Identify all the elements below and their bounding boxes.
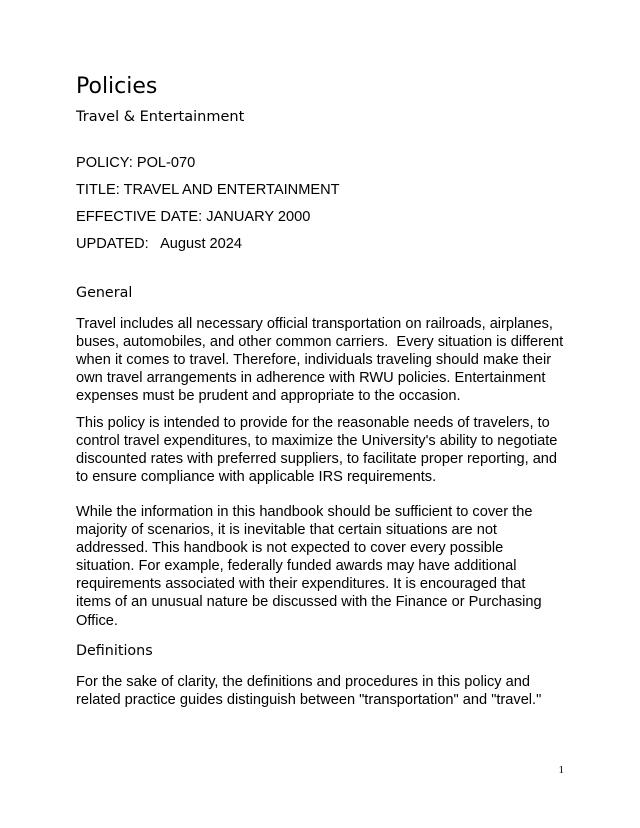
paragraph-general-3 [76, 503, 576, 630]
page-title: Policies [76, 74, 158, 99]
page-subtitle: Travel & Entertainment [76, 109, 245, 125]
paragraph-line: majority of scenarios, it is inevitable that certain situations are not [76, 522, 497, 539]
paragraph-line: While the information in this handbook should be sufficient to cover the [76, 504, 533, 520]
paragraph-line: own travel arrangements in adherence with RWU policies. Entertainment [76, 370, 546, 387]
paragraph-line: control travel expenditures, to maximize the University's ability to negotiate [76, 433, 558, 450]
paragraph-line: addressed. This handbook is not expected to cover every possible [76, 540, 504, 557]
section-heading-general: General [76, 285, 133, 301]
policy-number: POLICY: POL-070 [76, 155, 196, 171]
paragraph-line: requirements associated with their expenditures. It is encouraged that [76, 576, 526, 593]
paragraph-line: Travel includes all necessary official transportation on railroads, airplanes, [76, 316, 553, 332]
paragraph-definitions-1 [76, 673, 576, 709]
paragraph-line: related practice guides distinguish between "transportation" and "travel." [76, 692, 542, 709]
page-number: 1 [558, 764, 564, 776]
paragraph-line: items of an unusual nature be discussed with the Finance or Purchasing [76, 594, 542, 611]
paragraph-general-2 [76, 414, 576, 486]
paragraph-line: expenses must be prudent and appropriate to the occasion. [76, 388, 461, 405]
paragraph-line: For the sake of clarity, the definitions and procedures in this policy and [76, 674, 531, 690]
paragraph-line: discounted rates with preferred suppliers, to facilitate proper reporting, and [76, 451, 558, 468]
updated-date: UPDATED: August 2024 [76, 236, 243, 252]
paragraph-line: Office. [76, 612, 118, 629]
paragraph-general-1 [76, 315, 576, 405]
paragraph-line: to ensure compliance with applicable IRS requirements. [76, 469, 437, 486]
paragraph-line: situation. For example, federally funded awards may have additional [76, 558, 517, 575]
policy-title: TITLE: TRAVEL AND ENTERTAINMENT [76, 182, 340, 198]
paragraph-line: This policy is intended to provide for the reasonable needs of travelers, to [76, 415, 550, 431]
effective-date: EFFECTIVE DATE: JANUARY 2000 [76, 209, 311, 225]
paragraph-line: when it comes to travel. Therefore, individuals traveling should make their [76, 352, 552, 369]
section-heading-definitions: Definitions [76, 643, 153, 659]
paragraph-line: buses, automobiles, and other common carriers. Every situation is different [76, 334, 564, 351]
